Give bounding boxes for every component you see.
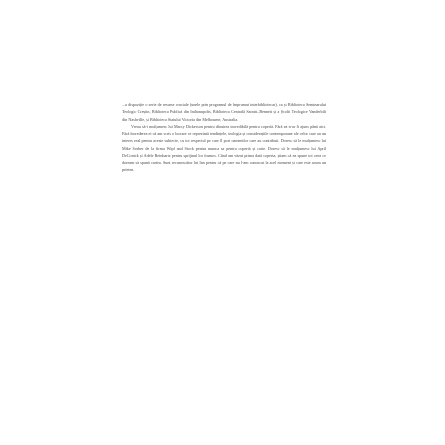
body-text [122, 101, 326, 351]
paragraph-2: Vreau să-i mulțumesc lui Marcy Dickerson pentru dăruirea incredibilă pentru copertă. Fără ea n-ar fi ajuns până aici. Fără încrederea ei că am scris o lucrare ce reprezintă tendințele, teologia și considerațiile contemporane ale celor care au un interes real pentru aceste subiecte, cu tot respectul pe care îl port oamenilor care au contribuit. Doresc să le mulțumesc lui Mike Sorber de la firma Wipf and Stock pentru munca sa pentru copertă și carte. Doresc să le mulțumesc lui April DeConick și Adele Reinhartz pentru sprijinul lor frumos. Când am văzut prima dată coperta, știam că ea spune tot ceea ce doream să spună cartea. Sunt recunoscător lui Ian pentru că pe care nu l-am cunoscut la acel moment și care este acum un prieten. [122, 123, 326, 173]
paragraph-1: ...a dispoziție o serie de resurse cruciale (unele prin programul de împrumut interbibliotecar), ca și Biblioteca Seminarului Teologic Creștin, Biblioteca Publică din Indianapolis, Biblioteca Centrală Sarratt–Bennett și a Școlii Teologice Vanderbilt din Nashville, și Biblioteca Statului Victoria din Melbourne, Australia. [122, 102, 326, 122]
